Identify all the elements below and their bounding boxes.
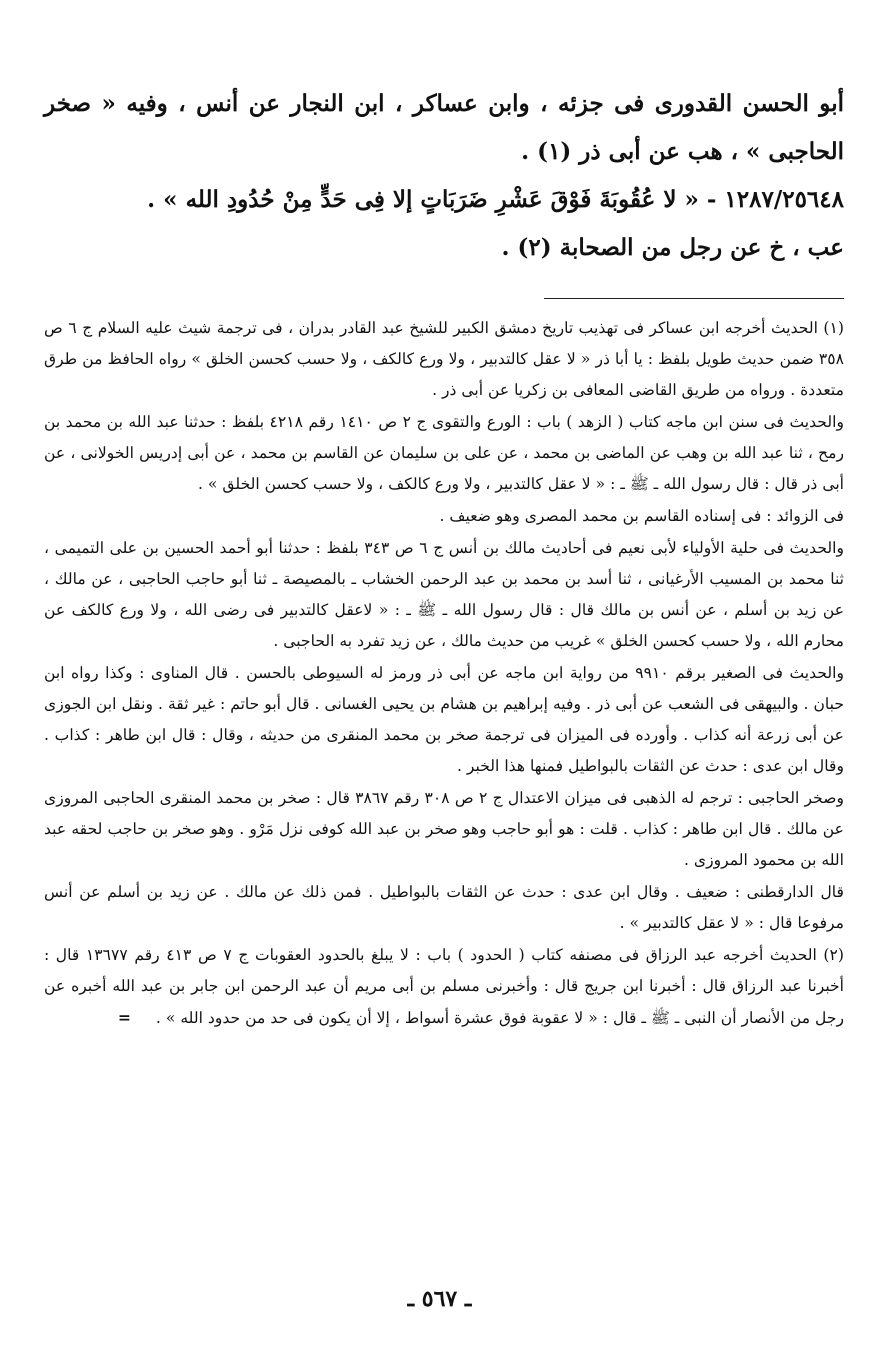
footnote-1-para-3: فى الزوائد : فى إسناده القاسم بن محمد المصرى وهو ضعيف . bbox=[439, 507, 844, 525]
hadith-text: « لا عُقُوبَةَ فَوْقَ عَشْرِ ضَرَبَاتٍ إلا فِى حَدٍّ مِنْ حُدُودِ الله » . bbox=[147, 186, 699, 213]
footnotes bbox=[44, 313, 844, 1034]
footnote-1-para-4: والحديث فى حلية الأولياء لأبى نعيم فى أحاديث مالك بن أنس ج ٦ ص ٣٤٣ بلفظ : حدثنا أبو أحمد الحسين بن على التميمى ، ثنا محمد بن المسيب الأرغيانى ، ثنا أسد بن محمد بن عبد الرحمن الخشاب ـ بالمصيصة ـ ثنا أبو حاجب الحاجبى ، عن مالك ، عن زيد بن أسلم ، عن أنس بن مالك قال : قال رسول الله ـ ﷺ ـ : « لاعقل كالتدبير فى رضى الله ، ولا ورع كالكف عن محارم الله ، ولا حسب كحسن الخلق » غريب من حديث مالك ، عن زيد تفرد به الحاجبى . bbox=[44, 539, 845, 650]
footnote-1-para-6: وصخر الحاجبى : ترجم له الذهبى فى ميزان الاعتدال ج ٢ ص ٣٠٨ رقم ٣٨٦٧ قال : صخر بن محمد المنقرى الحاجبى المروزى عن مالك . قال ابن طاهر : كذاب . قلت : هو أبو حاجب وهو صخر بن عبد الله كوفى نزل مَرْو . وهو صخر بن حاجب لحقه عبد الله بن محمود المروزى . bbox=[44, 789, 844, 869]
footnote-divider bbox=[544, 298, 844, 299]
page-number: ـ ٥٦٧ ـ bbox=[407, 1286, 472, 1312]
hadith-source: عب ، خ عن رجل من الصحابة (٢) . bbox=[501, 234, 844, 261]
footnote-1-para-1: (١) الحديث أخرجه ابن عساكر فى تهذيب تاريخ دمشق الكبير للشيخ عبد القادر بدران ، فى ترجمة شيث عليه السلام ج ٦ ص ٣٥٨ ضمن حديث طويل بلفظ : يا أبا ذر « لا عقل كالتدبير ، ولا ورع كالكف ، ولا حسب كحسن الخلق » رواه الحافظ من طرق متعددة . ورواه من طريق القاضى المعافى بن زكريا عن أبى ذر . bbox=[44, 319, 844, 399]
intro-paragraph: أبو الحسن القدورى فى جزئه ، وابن عساكر ، ابن النجار عن أنس ، وفيه « صخر الحاجبى » ، هب عن أبى ذر (١) . bbox=[44, 90, 844, 165]
continuation-mark: = bbox=[117, 1008, 131, 1027]
footnote-2-para-1 bbox=[44, 940, 844, 1034]
footnote-1-para-7: قال الدارقطنى : ضعيف . وقال ابن عدى : حدث عن الثقات بالبواطيل . فمن ذلك عن مالك . عن زيد بن أسلم عن أنس مرفوعا قال : « لا عقل كالتدبير » . bbox=[44, 883, 844, 932]
page-body bbox=[44, 80, 844, 1034]
hadith-line bbox=[44, 176, 844, 224]
footnote-2-text: (٢) الحديث أخرجه عبد الرزاق فى مصنفه كتاب ( الحدود ) باب : لا يبلغ بالحدود العقوبات ج ٧ ص ٤١٣ رقم ١٣٦٧٧ قال : أخبرنا عبد الرزاق قال : أخبرنا ابن جريج قال : وأخبرنى مسلم بن أبى مريم أن عبد الرحمن ابن جابر بن عبد الله أخبره عن رجل من الأنصار أن النبى ـ ﷺ ـ قال : « لا عقوبة فوق عشرة أسواط ، إلا أن يكون فى حد من حدود الله » . bbox=[44, 946, 844, 1027]
main-text bbox=[44, 80, 844, 272]
hadith-number: ١٢٨٧/٢٥٦٤٨ - bbox=[706, 186, 844, 213]
footnote-1-para-2: والحديث فى سنن ابن ماجه كتاب ( الزهد ) باب : الورع والتقوى ج ٢ ص ١٤١٠ رقم ٤٢١٨ بلفظ : حدثنا عبد الله بن محمد بن رمح ، ثنا عبد الله بن وهب عن الماضى بن محمد ، عن على بن سليمان عن القاسم بن محمد ، عن أبى إدريس الخولانى ، عن أبى ذر قال : قال رسول الله ـ ﷺ ـ : « لا عقل كالتدبير ، ولا ورع كالكف ، ولا حسب كحسن الخلق » . bbox=[44, 413, 844, 493]
footnote-1-para-5: والحديث فى الصغير برقم ٩٩١٠ من رواية ابن ماجه عن أبى ذر ورمز له السيوطى بالحسن . قال المناوى : وكذا رواه ابن حبان . والبيهقى فى الشعب عن أبى ذر . وفيه إبراهيم بن هشام بن يحيى الغسانى . قال أبو حاتم : غير ثقة . ونقل ابن الجوزى عن أبى زرعة أنه كذاب . وأورده فى الميزان فى ترجمة صخر بن محمد المنقرى من حديثه ، وقال : قال ابن طاهر : كذاب . وقال ابن عدى : حدث عن الثقات بالبواطيل فمنها هذا الخبر . bbox=[44, 664, 844, 775]
